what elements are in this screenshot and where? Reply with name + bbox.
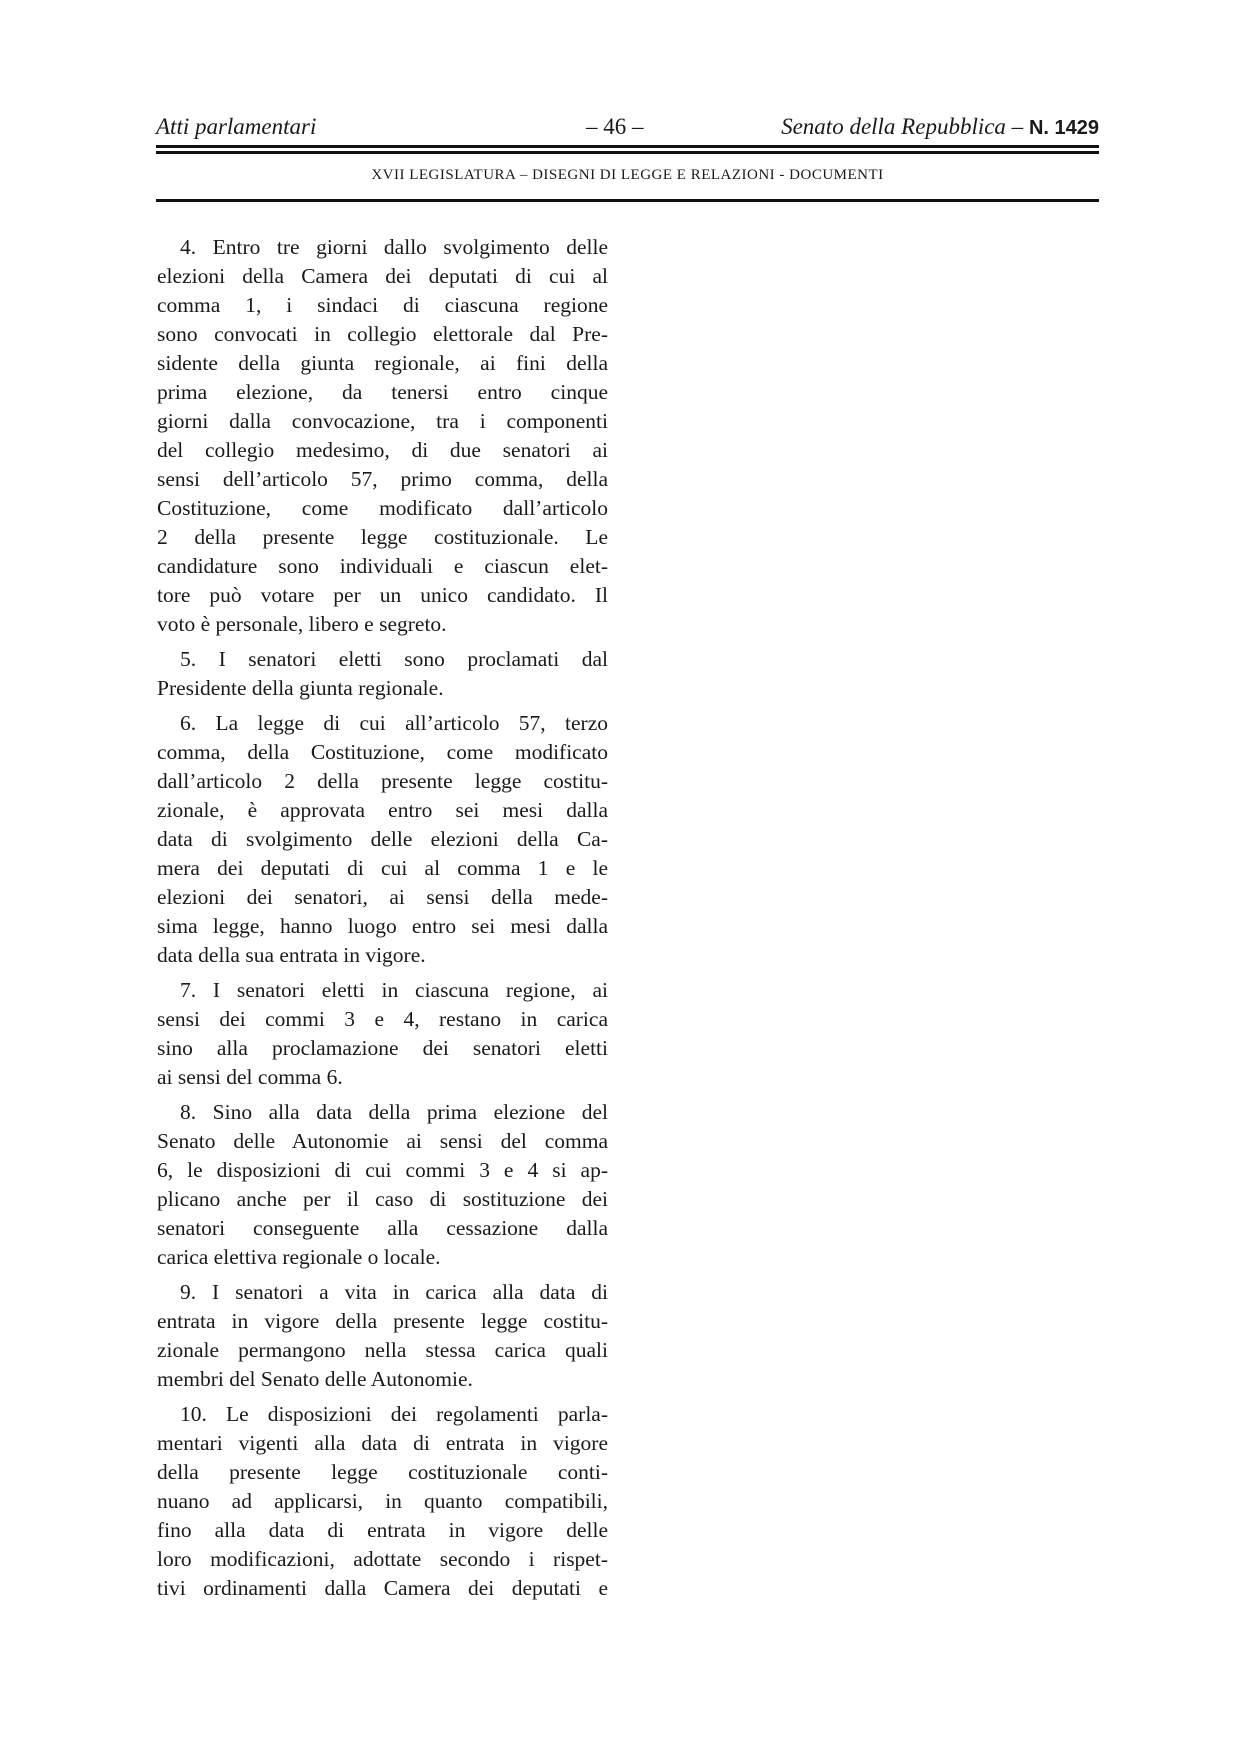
text-line: 6. La legge di cui all’articolo 57, terzo bbox=[180, 711, 608, 735]
text-line: del collegio medesimo, di due senatori ai bbox=[157, 438, 608, 462]
text-line: Costituzione, come modificato dall’articolo bbox=[157, 496, 608, 520]
paragraph bbox=[157, 976, 608, 1092]
paragraph bbox=[157, 1278, 608, 1394]
text-line: loro modificazioni, adottate secondo i rispet- bbox=[157, 1547, 608, 1571]
text-line: candidature sono individuali e ciascun elet- bbox=[157, 554, 608, 578]
header-left: Atti parlamentari bbox=[156, 114, 317, 139]
header-right bbox=[781, 114, 1099, 140]
header-rule bbox=[156, 145, 1099, 148]
text-column bbox=[157, 233, 608, 1609]
text-line: sima legge, hanno luogo entro sei mesi dalla bbox=[157, 914, 608, 938]
text-line: zionale, è approvata entro sei mesi dalla bbox=[157, 798, 608, 822]
text-line: carica elettiva regionale o locale. bbox=[157, 1245, 441, 1269]
text-line: sidente della giunta regionale, ai fini della bbox=[157, 351, 608, 375]
text-line: mentari vigenti alla data di entrata in vigore bbox=[157, 1431, 608, 1455]
document-number: N. 1429 bbox=[1028, 117, 1099, 139]
text-line: 5. I senatori eletti sono proclamati dal bbox=[180, 647, 608, 671]
subtitle-rule bbox=[156, 199, 1099, 202]
text-line: Presidente della giunta regionale. bbox=[157, 676, 444, 700]
text-line: della presente legge costituzionale conti- bbox=[157, 1460, 608, 1484]
text-line: zionale permangono nella stessa carica quali bbox=[157, 1338, 608, 1362]
text-line: 7. I senatori eletti in ciascuna regione, ai bbox=[180, 978, 608, 1002]
page-number: – 46 – bbox=[586, 114, 644, 139]
text-line: sono convocati in collegio elettorale dal Pre- bbox=[157, 322, 608, 346]
text-line: Senato delle Autonomie ai sensi del comma bbox=[157, 1129, 608, 1153]
text-line: data di svolgimento delle elezioni della Ca- bbox=[157, 827, 608, 851]
text-line: elezioni della Camera dei deputati di cui al bbox=[157, 264, 608, 288]
text-line: elezioni dei senatori, ai sensi della mede- bbox=[157, 885, 608, 909]
text-line: comma 1, i sindaci di ciascuna regione bbox=[157, 293, 608, 317]
text-line: sino alla proclamazione dei senatori eletti bbox=[157, 1036, 608, 1060]
text-line: mera dei deputati di cui al comma 1 e le bbox=[157, 856, 608, 880]
header-rule bbox=[156, 151, 1099, 154]
text-line: 2 della presente legge costituzionale. Le bbox=[157, 525, 608, 549]
paragraph bbox=[157, 233, 608, 639]
text-line: 10. Le disposizioni dei regolamenti parla- bbox=[180, 1402, 608, 1426]
text-line: voto è personale, libero e segreto. bbox=[157, 612, 447, 636]
text-line: 8. Sino alla data della prima elezione del bbox=[180, 1100, 608, 1124]
text-line: giorni dalla convocazione, tra i componenti bbox=[157, 409, 608, 433]
text-line: sensi dell’articolo 57, primo comma, della bbox=[157, 467, 608, 491]
text-line: senatori conseguente alla cessazione dalla bbox=[157, 1216, 608, 1240]
paragraph bbox=[157, 1098, 608, 1272]
paragraph bbox=[157, 645, 608, 703]
text-line: sensi dei commi 3 e 4, restano in carica bbox=[157, 1007, 608, 1031]
text-line: entrata in vigore della presente legge costitu- bbox=[157, 1309, 608, 1333]
text-line: 6, le disposizioni di cui commi 3 e 4 si ap- bbox=[157, 1158, 608, 1182]
running-header bbox=[156, 114, 1099, 144]
text-line: plicano anche per il caso di sostituzione dei bbox=[157, 1187, 608, 1211]
text-line: membri del Senato delle Autonomie. bbox=[157, 1367, 473, 1391]
text-line: prima elezione, da tenersi entro cinque bbox=[157, 380, 608, 404]
text-line: tivi ordinamenti dalla Camera dei deputati e bbox=[157, 1576, 608, 1600]
paragraph bbox=[157, 709, 608, 970]
text-line: comma, della Costituzione, come modificato bbox=[157, 740, 608, 764]
paragraph bbox=[157, 1400, 608, 1603]
text-line: dall’articolo 2 della presente legge costitu- bbox=[157, 769, 608, 793]
text-line: tore può votare per un unico candidato. Il bbox=[157, 583, 608, 607]
text-line: data della sua entrata in vigore. bbox=[157, 943, 426, 967]
header-senate: Senato della Repubblica – bbox=[781, 114, 1024, 139]
text-line: 9. I senatori a vita in carica alla data di bbox=[180, 1280, 608, 1304]
text-line: 4. Entro tre giorni dallo svolgimento delle bbox=[180, 235, 608, 259]
text-line: nuano ad applicarsi, in quanto compatibili, bbox=[157, 1489, 608, 1513]
text-line: ai sensi del comma 6. bbox=[157, 1065, 343, 1089]
header-subtitle: XVII LEGISLATURA – DISEGNI DI LEGGE E RELAZIONI - DOCUMENTI bbox=[371, 167, 884, 183]
text-line: fino alla data di entrata in vigore delle bbox=[157, 1518, 608, 1542]
